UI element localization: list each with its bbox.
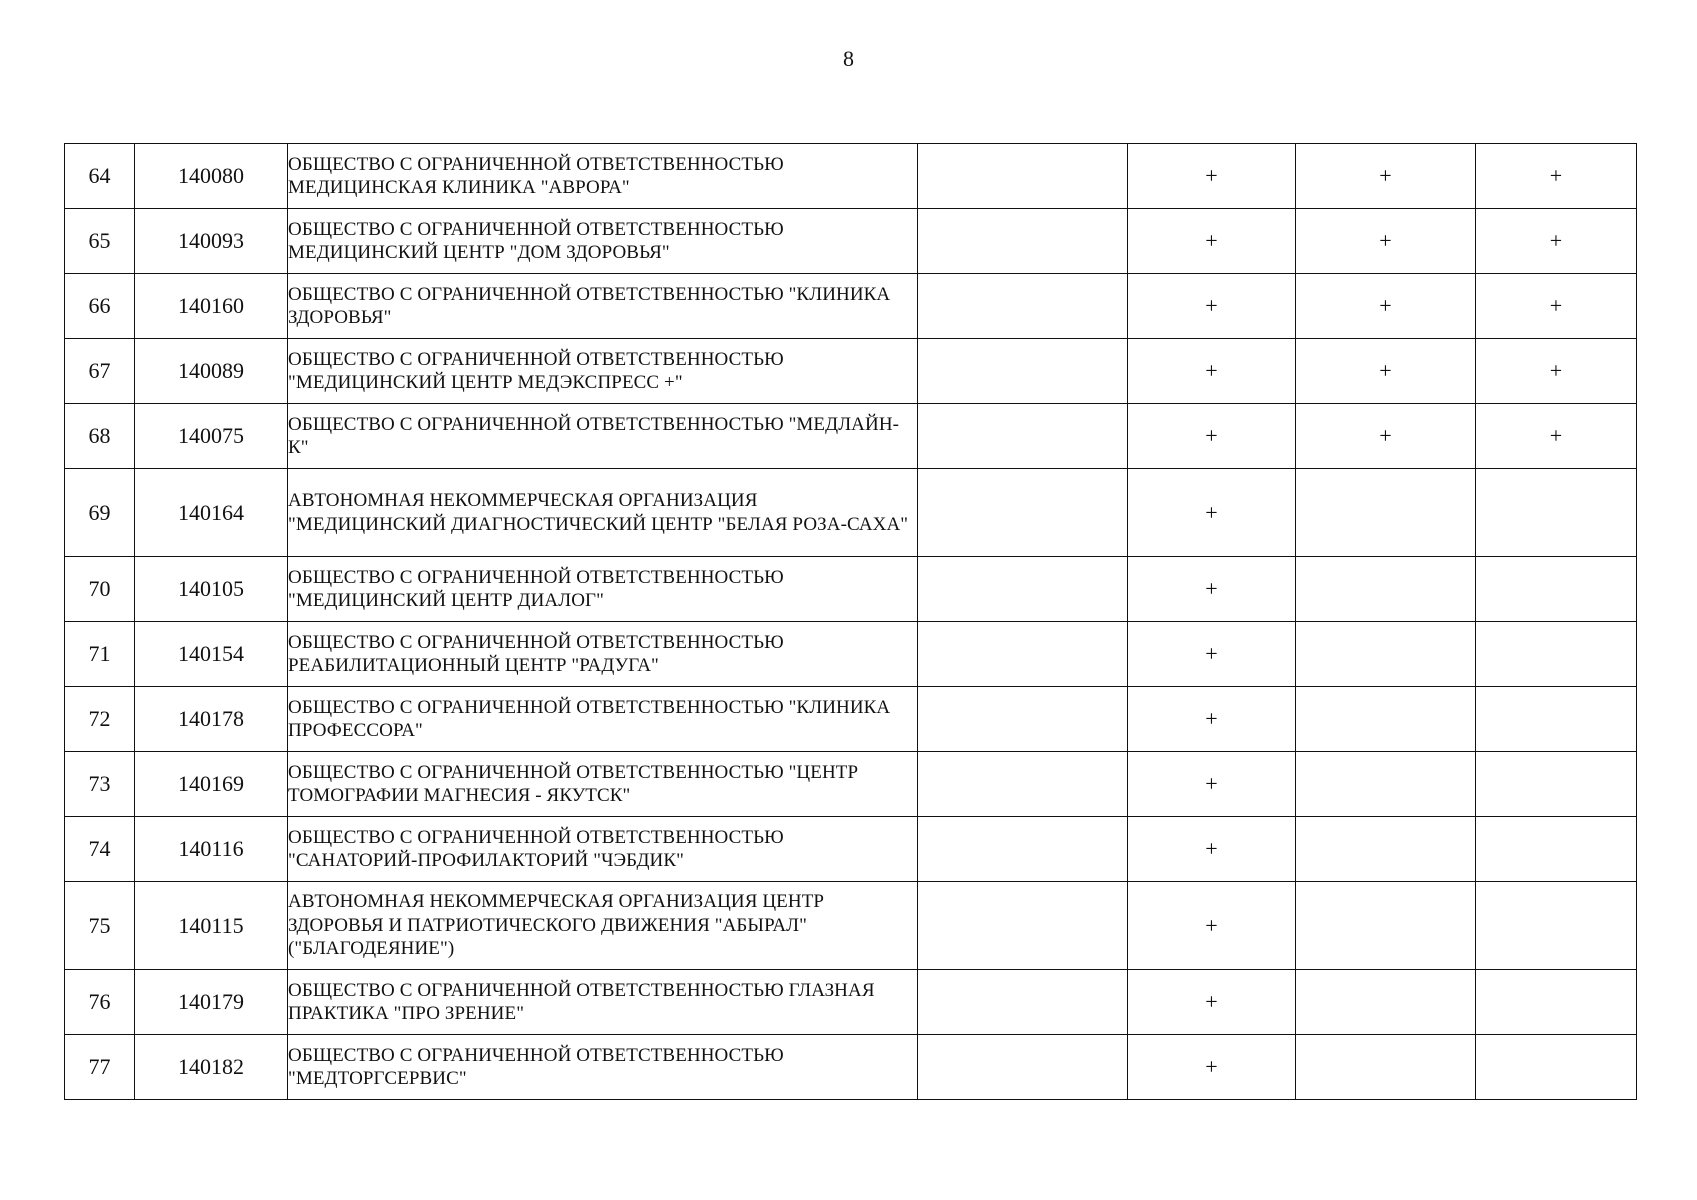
empty-cell: [918, 1035, 1128, 1100]
table-row: [65, 687, 1637, 752]
row-number: 69: [65, 469, 135, 557]
registry-code: 140089: [135, 339, 288, 404]
empty-cell: [918, 752, 1128, 817]
row-number: 73: [65, 752, 135, 817]
row-number: 68: [65, 404, 135, 469]
row-number: 77: [65, 1035, 135, 1100]
mark-cell: +: [1128, 752, 1296, 817]
empty-cell: [918, 817, 1128, 882]
mark-cell: [1296, 1035, 1476, 1100]
row-number: 75: [65, 882, 135, 970]
organization-name: ОБЩЕСТВО С ОГРАНИЧЕННОЙ ОТВЕТСТВЕННОСТЬЮ "ЦЕНТР ТОМОГРАФИИ МАГНЕСИЯ - ЯКУТСК": [288, 752, 918, 817]
mark-cell: +: [1128, 339, 1296, 404]
registry-code: 140116: [135, 817, 288, 882]
row-number: 70: [65, 557, 135, 622]
registry-code: 140169: [135, 752, 288, 817]
mark-cell: [1296, 752, 1476, 817]
mark-cell: +: [1128, 274, 1296, 339]
organization-name: АВТОНОМНАЯ НЕКОММЕРЧЕСКАЯ ОРГАНИЗАЦИЯ "МЕДИЦИНСКИЙ ДИАГНОСТИЧЕСКИЙ ЦЕНТР "БЕЛАЯ РОЗА-САХА": [288, 469, 918, 557]
table-row: [65, 339, 1637, 404]
mark-cell: +: [1128, 622, 1296, 687]
page-number: 8: [843, 46, 854, 71]
empty-cell: [918, 339, 1128, 404]
organization-name: ОБЩЕСТВО С ОГРАНИЧЕННОЙ ОТВЕТСТВЕННОСТЬЮ МЕДИЦИНСКИЙ ЦЕНТР "ДОМ ЗДОРОВЬЯ": [288, 209, 918, 274]
mark-cell: +: [1128, 817, 1296, 882]
mark-cell: [1476, 1035, 1637, 1100]
mark-cell: +: [1476, 339, 1637, 404]
registry-table: [64, 143, 1637, 1100]
registry-code: 140182: [135, 1035, 288, 1100]
mark-cell: +: [1128, 144, 1296, 209]
mark-cell: +: [1128, 1035, 1296, 1100]
row-number: 64: [65, 144, 135, 209]
mark-cell: [1296, 557, 1476, 622]
mark-cell: [1296, 970, 1476, 1035]
registry-code: 140093: [135, 209, 288, 274]
table-row: [65, 970, 1637, 1035]
mark-cell: +: [1296, 339, 1476, 404]
mark-cell: +: [1296, 404, 1476, 469]
organization-name: АВТОНОМНАЯ НЕКОММЕРЧЕСКАЯ ОРГАНИЗАЦИЯ ЦЕНТР ЗДОРОВЬЯ И ПАТРИОТИЧЕСКОГО ДВИЖЕНИЯ "АБЫРАЛ" ("БЛАГОДЕЯНИЕ"): [288, 882, 918, 970]
empty-cell: [918, 144, 1128, 209]
organization-name: ОБЩЕСТВО С ОГРАНИЧЕННОЙ ОТВЕТСТВЕННОСТЬЮ МЕДИЦИНСКАЯ КЛИНИКА "АВРОРА": [288, 144, 918, 209]
table-row: [65, 752, 1637, 817]
organization-name: ОБЩЕСТВО С ОГРАНИЧЕННОЙ ОТВЕТСТВЕННОСТЬЮ "МЕДЛАЙН-К": [288, 404, 918, 469]
table-row: [65, 882, 1637, 970]
table-row: [65, 404, 1637, 469]
organization-name: ОБЩЕСТВО С ОГРАНИЧЕННОЙ ОТВЕТСТВЕННОСТЬЮ "МЕДИЦИНСКИЙ ЦЕНТР ДИАЛОГ": [288, 557, 918, 622]
mark-cell: +: [1128, 882, 1296, 970]
organization-name: ОБЩЕСТВО С ОГРАНИЧЕННОЙ ОТВЕТСТВЕННОСТЬЮ "КЛИНИКА ЗДОРОВЬЯ": [288, 274, 918, 339]
registry-code: 140178: [135, 687, 288, 752]
mark-cell: [1476, 557, 1637, 622]
row-number: 65: [65, 209, 135, 274]
organization-name: ОБЩЕСТВО С ОГРАНИЧЕННОЙ ОТВЕТСТВЕННОСТЬЮ "МЕДИЦИНСКИЙ ЦЕНТР МЕДЭКСПРЕСС +": [288, 339, 918, 404]
table-row: [65, 817, 1637, 882]
table-row: [65, 557, 1637, 622]
organization-name: ОБЩЕСТВО С ОГРАНИЧЕННОЙ ОТВЕТСТВЕННОСТЬЮ "МЕДТОРГСЕРВИС": [288, 1035, 918, 1100]
mark-cell: [1476, 622, 1637, 687]
table-row: [65, 1035, 1637, 1100]
mark-cell: [1476, 817, 1637, 882]
table-row: [65, 622, 1637, 687]
mark-cell: +: [1476, 209, 1637, 274]
row-number: 66: [65, 274, 135, 339]
mark-cell: +: [1476, 274, 1637, 339]
empty-cell: [918, 687, 1128, 752]
registry-code: 140164: [135, 469, 288, 557]
mark-cell: +: [1128, 404, 1296, 469]
registry-code: 140160: [135, 274, 288, 339]
mark-cell: [1296, 687, 1476, 752]
table-row: [65, 144, 1637, 209]
mark-cell: +: [1296, 209, 1476, 274]
registry-code: 140105: [135, 557, 288, 622]
empty-cell: [918, 557, 1128, 622]
mark-cell: [1476, 752, 1637, 817]
mark-cell: [1476, 469, 1637, 557]
registry-code: 140080: [135, 144, 288, 209]
mark-cell: [1296, 817, 1476, 882]
mark-cell: [1476, 970, 1637, 1035]
mark-cell: +: [1128, 687, 1296, 752]
empty-cell: [918, 882, 1128, 970]
empty-cell: [918, 622, 1128, 687]
registry-code: 140075: [135, 404, 288, 469]
mark-cell: [1296, 622, 1476, 687]
row-number: 72: [65, 687, 135, 752]
organization-name: ОБЩЕСТВО С ОГРАНИЧЕННОЙ ОТВЕТСТВЕННОСТЬЮ "САНАТОРИЙ-ПРОФИЛАКТОРИЙ "ЧЭБДИК": [288, 817, 918, 882]
row-number: 67: [65, 339, 135, 404]
mark-cell: +: [1128, 209, 1296, 274]
empty-cell: [918, 209, 1128, 274]
mark-cell: +: [1128, 469, 1296, 557]
mark-cell: [1476, 687, 1637, 752]
empty-cell: [918, 970, 1128, 1035]
empty-cell: [918, 274, 1128, 339]
mark-cell: +: [1128, 557, 1296, 622]
mark-cell: +: [1296, 144, 1476, 209]
table-row: [65, 469, 1637, 557]
mark-cell: +: [1296, 274, 1476, 339]
table-row: [65, 274, 1637, 339]
row-number: 74: [65, 817, 135, 882]
mark-cell: [1296, 469, 1476, 557]
mark-cell: [1476, 882, 1637, 970]
organization-name: ОБЩЕСТВО С ОГРАНИЧЕННОЙ ОТВЕТСТВЕННОСТЬЮ "КЛИНИКА ПРОФЕССОРА": [288, 687, 918, 752]
mark-cell: +: [1476, 144, 1637, 209]
registry-code: 140154: [135, 622, 288, 687]
empty-cell: [918, 404, 1128, 469]
organization-name: ОБЩЕСТВО С ОГРАНИЧЕННОЙ ОТВЕТСТВЕННОСТЬЮ ГЛАЗНАЯ ПРАКТИКА "ПРО ЗРЕНИЕ": [288, 970, 918, 1035]
row-number: 76: [65, 970, 135, 1035]
mark-cell: +: [1476, 404, 1637, 469]
registry-code: 140179: [135, 970, 288, 1035]
mark-cell: [1296, 882, 1476, 970]
row-number: 71: [65, 622, 135, 687]
table-row: [65, 209, 1637, 274]
organization-name: ОБЩЕСТВО С ОГРАНИЧЕННОЙ ОТВЕТСТВЕННОСТЬЮ РЕАБИЛИТАЦИОННЫЙ ЦЕНТР "РАДУГА": [288, 622, 918, 687]
mark-cell: +: [1128, 970, 1296, 1035]
registry-code: 140115: [135, 882, 288, 970]
empty-cell: [918, 469, 1128, 557]
